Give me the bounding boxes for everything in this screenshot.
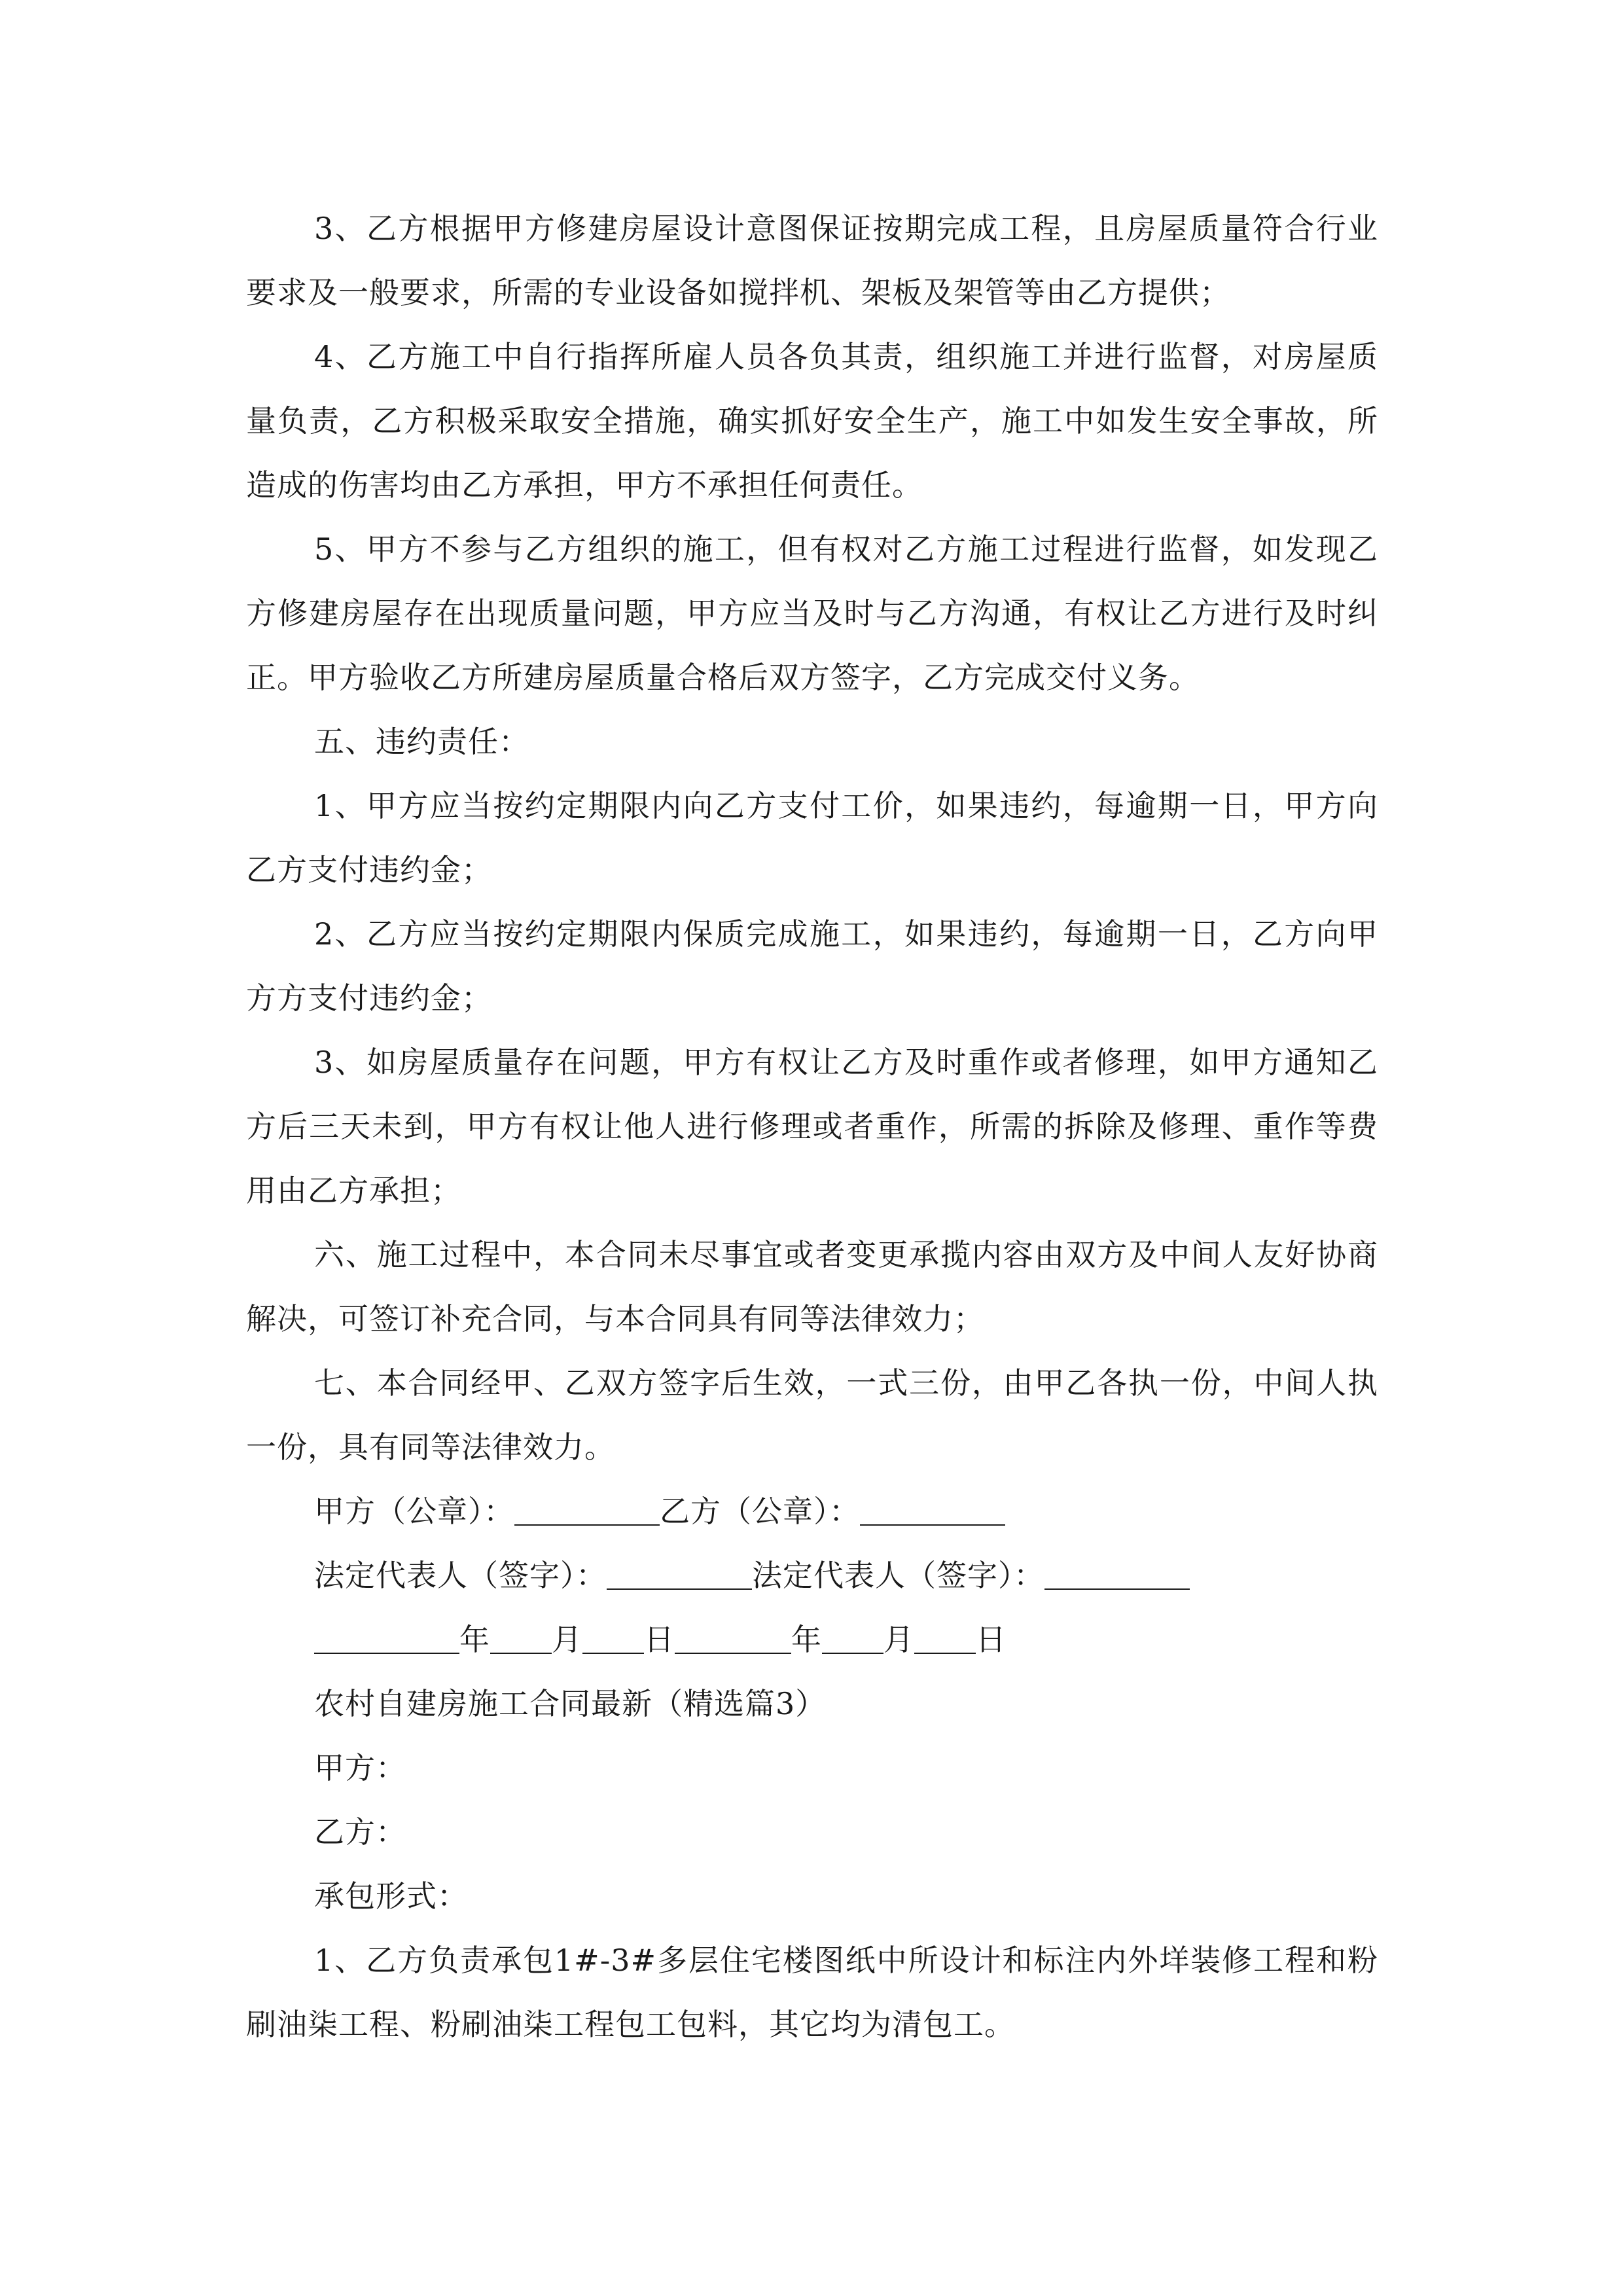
month-b-blank	[822, 1626, 883, 1654]
month-a-label: 月	[552, 1622, 582, 1657]
month-b-label: 月	[883, 1622, 914, 1657]
seal-line	[246, 1479, 1378, 1543]
representative-line	[246, 1543, 1378, 1607]
breach-heading: 五、违约责任：	[314, 724, 529, 759]
day-a-blank	[582, 1626, 644, 1654]
clause-3-paragraph: 3、乙方根据甲方修建房屋设计意图保证按期完成工程，且房屋质量符合行业要求及一般要求，所需的专业设备如搅拌机、架板及架管等由乙方提供；	[246, 211, 1378, 310]
clause-4-paragraph: 4、乙方施工中自行指挥所雇人员各负其责，组织施工并进行监督，对房屋质量负责，乙方积极采取安全措施，确实抓好安全生产，施工中如发生安全事故，所造成的伤害均由乙方承担，甲方不承担任何责任。	[246, 339, 1378, 503]
day-b-blank	[914, 1626, 976, 1654]
clause-5-paragraph: 5、甲方不参与乙方组织的施工，但有权对乙方施工过程进行监督，如发现乙方修建房屋存在出现质量问题，甲方应当及时与乙方沟通，有权让乙方进行及时纠正。甲方验收乙方所建房屋质量合格后双方签字，乙方完成交付义务。	[246, 531, 1378, 695]
clause-seven: 七、本合同经甲、乙双方签字后生效，一式三份，由甲乙各执一份，中间人执一份，具有同等法律效力。	[246, 1365, 1378, 1465]
section-3-party-a: 甲方：	[314, 1750, 406, 1785]
section-3-party-b: 乙方：	[314, 1814, 406, 1850]
month-a-blank	[490, 1626, 552, 1654]
breach-clause-2: 2、乙方应当按约定期限内保质完成施工，如果违约，每逾期一日，乙方向甲方方支付违约金；	[246, 916, 1378, 1016]
rep-b-blank	[1044, 1562, 1190, 1590]
day-a-label: 日	[644, 1622, 675, 1657]
year-a-label: 年	[459, 1622, 490, 1657]
party-a-seal-blank	[514, 1498, 660, 1526]
section-3-title: 农村自建房施工合同最新（精选篇3）	[314, 1686, 827, 1721]
document-body	[246, 196, 1378, 2056]
clause-six: 六、施工过程中，本合同未尽事宜或者变更承揽内容由双方及中间人友好协商解决，可签订补充合同，与本合同具有同等法律效力；	[246, 1237, 1378, 1336]
year-a-blank	[314, 1626, 459, 1654]
rep-a-blank	[607, 1562, 752, 1590]
party-b-seal-label: 乙方（公章）：	[660, 1494, 860, 1529]
party-b-seal-blank	[860, 1498, 1005, 1526]
day-b-label: 日	[976, 1622, 1007, 1657]
year-b-blank	[675, 1626, 791, 1654]
section-3-item-1: 1、乙方负责承包1#-3#多层住宅楼图纸中所设计和标注内外垟装修工程和粉刷油柒工程、粉刷油柒工程包工包料，其它均为清包工。	[246, 1943, 1378, 2042]
rep-a-label: 法定代表人（签字）：	[314, 1558, 607, 1593]
party-a-seal-label: 甲方（公章）：	[314, 1494, 514, 1529]
breach-clause-3: 3、如房屋质量存在问题，甲方有权让乙方及时重作或者修理，如甲方通知乙方后三天未到，甲方有权让他人进行修理或者重作，所需的拆除及修理、重作等费用由乙方承担；	[246, 1045, 1378, 1208]
breach-clause-1: 1、甲方应当按约定期限内向乙方支付工价，如果违约，每逾期一日，甲方向乙方支付违约金；	[246, 788, 1378, 888]
rep-b-label: 法定代表人（签字）：	[752, 1558, 1044, 1593]
year-b-label: 年	[791, 1622, 822, 1657]
date-line	[246, 1607, 1378, 1672]
section-3-contract-form: 承包形式：	[314, 1878, 468, 1914]
